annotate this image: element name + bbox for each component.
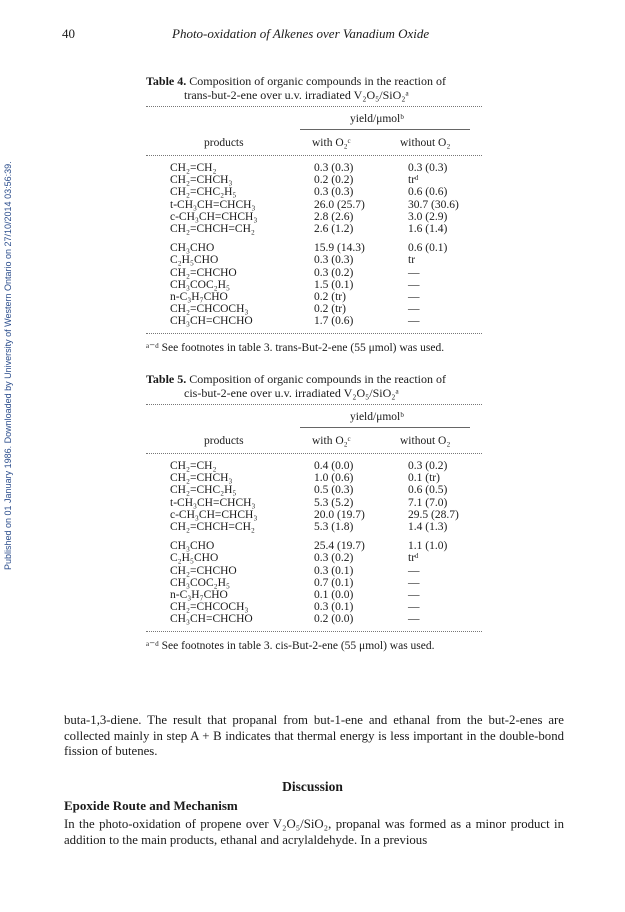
without-o2-cell: —	[408, 315, 420, 328]
with-o2-cell: 0.3 (0.2)	[314, 266, 354, 279]
table-row	[146, 589, 482, 601]
without-o2-cell: —	[408, 564, 420, 577]
with-o2-cell: 20.0 (19.7)	[314, 508, 365, 521]
table-row	[146, 509, 482, 521]
table-5-caption-line1: Composition of organic compounds in the reaction of	[189, 372, 446, 386]
product-cell: c-CH₃CH=CHCH₃	[170, 210, 258, 223]
with-o2-cell: 1.5 (0.1)	[314, 278, 354, 291]
table-row	[146, 267, 482, 279]
product-cell: CH₂=CHCHO	[170, 564, 237, 577]
with-o2-cell: 0.3 (0.2)	[314, 552, 354, 565]
table-5-body	[146, 454, 482, 625]
with-o2-cell: 26.0 (25.7)	[314, 198, 365, 211]
product-cell: CH₂=CHCH₃	[170, 472, 233, 485]
product-cell: CH₂=CHCHO	[170, 266, 237, 279]
table-row	[146, 254, 482, 266]
table-5	[146, 372, 482, 652]
table-row	[146, 540, 482, 552]
without-o2-cell: 1.4 (1.3)	[408, 520, 448, 533]
product-cell: CH₂=CHCH₃	[170, 174, 233, 187]
product-cell: t-CH₃CH=CHCH₃	[170, 496, 256, 509]
without-o2-cell: 3.0 (2.9)	[408, 210, 448, 223]
product-cell: CH₃CH=CHCHO	[170, 315, 253, 328]
section-heading-discussion: Discussion	[282, 779, 343, 794]
body-paragraph-1: buta-1,3-diene. The result that propanal from but-1-ene and ethanal from the but-2-enes are collected mainly in step A + B indicates that thermal energy is less important in the double-bond fission of butenes.	[64, 713, 564, 758]
running-title: Photo-oxidation of Alkenes over Vanadium Oxide	[172, 26, 430, 41]
product-cell: CH₃CHO	[170, 540, 215, 553]
table-row	[146, 521, 482, 533]
without-o2-cell: —	[408, 588, 420, 601]
with-o2-cell: 0.4 (0.0)	[314, 460, 354, 472]
product-cell: n-C₃H₇CHO	[170, 588, 228, 601]
product-cell: C₂H₅CHO	[170, 552, 219, 565]
table-row	[146, 315, 482, 327]
without-o2-cell: —	[408, 303, 420, 316]
product-cell: CH₂=CH₂	[170, 162, 217, 174]
table-4-caption	[146, 74, 482, 102]
table-row	[146, 484, 482, 496]
without-o2-cell: —	[408, 278, 420, 291]
without-o2-cell: 7.1 (7.0)	[408, 496, 448, 509]
product-cell: t-CH₃CH=CHCH₃	[170, 198, 256, 211]
table-row	[146, 497, 482, 509]
without-o2-cell: trᵈ	[408, 552, 419, 565]
page-number: 40	[62, 26, 75, 41]
table-row	[146, 186, 482, 198]
without-o2-cell: tr	[408, 254, 416, 267]
without-o2-cell: 0.3 (0.3)	[408, 162, 448, 174]
product-cell: n-C₃H₇CHO	[170, 290, 228, 303]
without-o2-cell: 0.6 (0.5)	[408, 484, 448, 497]
without-o2-cell: —	[408, 290, 420, 303]
table-4-col-without: without O₂	[400, 137, 451, 149]
table-row	[146, 460, 482, 472]
without-o2-cell: 0.6 (0.1)	[408, 242, 448, 255]
with-o2-cell: 0.3 (0.3)	[314, 254, 354, 267]
table-row	[146, 577, 482, 589]
with-o2-cell: 25.4 (19.7)	[314, 540, 365, 553]
without-o2-cell: 29.5 (28.7)	[408, 508, 459, 521]
product-cell: CH₂=CH₂	[170, 460, 217, 472]
with-o2-cell: 0.7 (0.1)	[314, 576, 354, 589]
product-cell: CH₂=CHCOCH₃	[170, 601, 249, 614]
table-5-header	[146, 405, 482, 453]
with-o2-cell: 2.8 (2.6)	[314, 210, 354, 223]
without-o2-cell: 0.1 (tr)	[408, 472, 440, 485]
without-o2-cell: trᵈ	[408, 174, 419, 187]
product-cell: CH₂=CHCH=CH₂	[170, 520, 255, 533]
table-row	[146, 162, 482, 174]
with-o2-cell: 0.2 (tr)	[314, 290, 346, 303]
table-5-caption	[146, 372, 482, 400]
without-o2-cell: 0.6 (0.6)	[408, 186, 448, 199]
without-o2-cell: —	[408, 266, 420, 279]
with-o2-cell: 0.3 (0.1)	[314, 601, 354, 614]
product-cell: CH₃COC₂H₅	[170, 576, 230, 589]
table-row	[146, 279, 482, 291]
without-o2-cell: —	[408, 601, 420, 614]
with-o2-cell: 1.0 (0.6)	[314, 472, 354, 485]
table-row	[146, 472, 482, 484]
without-o2-cell: 0.3 (0.2)	[408, 460, 448, 472]
table-5-col-without: without O₂	[400, 435, 451, 447]
table-row	[146, 552, 482, 564]
table-row	[146, 199, 482, 211]
without-o2-cell: 1.6 (1.4)	[408, 222, 448, 235]
table-row	[146, 613, 482, 625]
product-cell: CH₃COC₂H₅	[170, 278, 230, 291]
with-o2-cell: 0.1 (0.0)	[314, 588, 354, 601]
with-o2-cell: 2.6 (1.2)	[314, 222, 354, 235]
table-row	[146, 601, 482, 613]
table-4-header	[146, 107, 482, 155]
product-cell: CH₂=CHCH=CH₂	[170, 222, 255, 235]
table-row	[146, 565, 482, 577]
subsection-heading-epoxide: Epoxide Route and Mechanism	[64, 798, 238, 813]
table-4-col-products: products	[204, 137, 244, 149]
table-row	[146, 303, 482, 315]
product-cell: CH₃CH=CHCHO	[170, 613, 253, 626]
with-o2-cell: 0.2 (tr)	[314, 303, 346, 316]
without-o2-cell: 1.1 (1.0)	[408, 540, 448, 553]
product-cell: CH₂=CHC₂H₅	[170, 186, 237, 199]
table-5-yield-header: yield/μmolᵇ	[350, 411, 404, 423]
with-o2-cell: 0.3 (0.3)	[314, 186, 354, 199]
with-o2-cell: 5.3 (5.2)	[314, 496, 354, 509]
table-5-col-with: with O₂ᶜ	[312, 435, 351, 447]
table-row	[146, 211, 482, 223]
table-row	[146, 291, 482, 303]
with-o2-cell: 0.5 (0.3)	[314, 484, 354, 497]
table-row	[146, 223, 482, 235]
product-cell: c-CH₃CH=CHCH₃	[170, 508, 258, 521]
with-o2-cell: 15.9 (14.3)	[314, 242, 365, 255]
download-watermark: Published on 01 January 1986. Downloaded by University of Western Ontario on 27/10/2014 03:56:39.	[3, 161, 13, 570]
with-o2-cell: 5.3 (1.8)	[314, 520, 354, 533]
table-row	[146, 174, 482, 186]
table-4-yield-header: yield/μmolᵇ	[350, 113, 404, 125]
table-5-label: Table 5.	[146, 372, 187, 386]
product-cell: C₂H₅CHO	[170, 254, 219, 267]
product-cell: CH₂=CHC₂H₅	[170, 484, 237, 497]
with-o2-cell: 1.7 (0.6)	[314, 315, 354, 328]
with-o2-cell: 0.3 (0.3)	[314, 162, 354, 174]
table-4-caption-line1: Composition of organic compounds in the reaction of	[189, 74, 446, 88]
table-4-body	[146, 156, 482, 327]
table-4-footnote: ᵃ⁻ᵈ See footnotes in table 3. trans-But-2-ene (55 μmol) was used.	[146, 342, 445, 355]
with-o2-cell: 0.2 (0.2)	[314, 174, 354, 187]
without-o2-cell: 30.7 (30.6)	[408, 198, 459, 211]
without-o2-cell: —	[408, 576, 420, 589]
table-4-label: Table 4.	[146, 74, 187, 88]
product-cell: CH₂=CHCOCH₃	[170, 303, 249, 316]
with-o2-cell: 0.2 (0.0)	[314, 613, 354, 626]
table-4	[146, 74, 482, 354]
table-4-caption-line2: trans-but-2-ene over u.v. irradiated V₂O₅/SiO₂ᵃ	[184, 88, 409, 102]
body-paragraph-2: In the photo-oxidation of propene over V₂O₅/SiO₂, propanal was formed as a minor product in addition to the main products, ethanal and acrylaldehyde. In a previous	[64, 817, 564, 847]
table-row	[146, 242, 482, 254]
without-o2-cell: —	[408, 613, 420, 626]
table-4-col-with: with O₂ᶜ	[312, 137, 351, 149]
table-5-col-products: products	[204, 435, 244, 447]
product-cell: CH₃CHO	[170, 242, 215, 255]
table-5-caption-line2: cis-but-2-ene over u.v. irradiated V₂O₅/SiO₂ᵃ	[184, 386, 399, 400]
table-5-footnote: ᵃ⁻ᵈ See footnotes in table 3. cis-But-2-ene (55 μmol) was used.	[146, 640, 435, 653]
with-o2-cell: 0.3 (0.1)	[314, 564, 354, 577]
